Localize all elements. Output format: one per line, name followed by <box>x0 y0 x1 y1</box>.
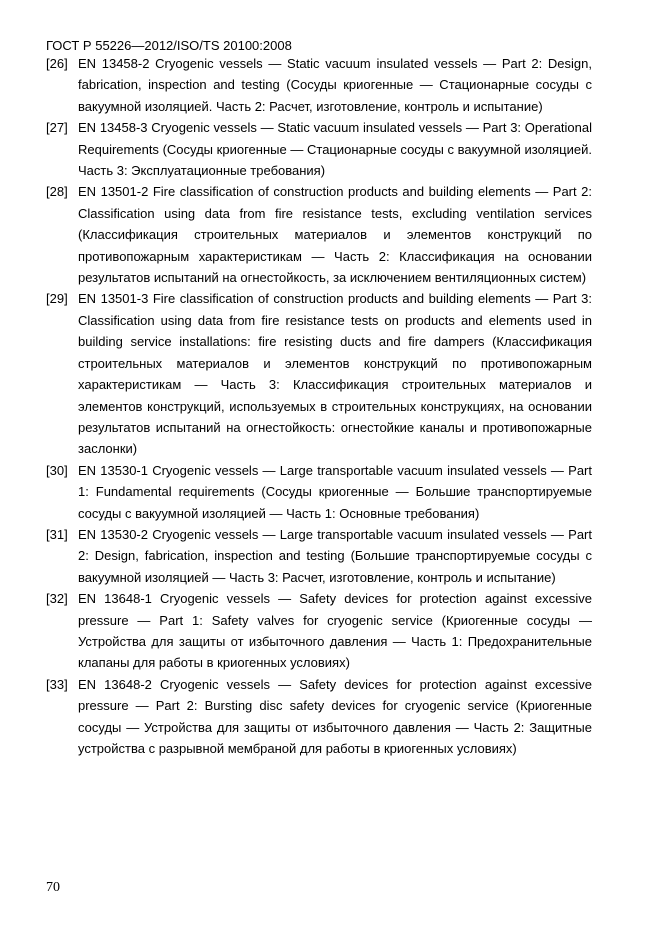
reference-item-32 <box>46 588 592 674</box>
reference-item-30 <box>46 460 592 524</box>
reference-text: EN 13458-3 Cryogenic vessels — Static vacuum insulated vessels — Part 3: Operational Requirements (Сосуды криогенные — Стационарные сосуды с вакуумной изоляцией. Часть 3: Эксплуатационные требования) <box>78 120 592 179</box>
reference-number: [30] <box>46 462 68 478</box>
reference-text: EN 13530-2 Cryogenic vessels — Large transportable vacuum insulated vessels — Part 2: Design, fabrication, inspection and testing (Большие транспортируемые сосуды с вакуумной изоляцией — Часть 3: Расчет, изготовление, контроль и испытание) <box>78 526 592 585</box>
bibliography-list <box>46 53 592 759</box>
reference-number: [33] <box>46 676 68 692</box>
reference-number: [31] <box>46 526 68 542</box>
reference-text: EN 13501-2 Fire classification of construction products and building elements — Part 2: Classification using data from fire resistance tests, excluding ventilation services (Классификация строительных материалов и элементов конструкций по противопожарным характеристикам — Часть 2: Классификация на основании результатов испытаний на огнестойкость, за исключением вентиляционных систем) <box>78 184 592 286</box>
page-number: 70 <box>46 880 60 895</box>
reference-text: EN 13648-2 Cryogenic vessels — Safety devices for protection against excessive pressure — Part 2: Bursting disc safety devices for cryogenic service (Криогенные сосуды — Устройства для защиты от избыточного давления — Часть 2: Защитные устройства с разрывной мембраной для работы в криогенных условиях) <box>78 676 592 756</box>
reference-text: EN 13458-2 Cryogenic vessels — Static vacuum insulated vessels — Part 2: Design, fabrication, inspection and testing (Сосуды криогенные — Стационарные сосуды с вакуумной изоляцией. Часть 2: Расчет, изготовление, контроль и испытание) <box>78 56 592 114</box>
reference-item-31 <box>46 524 592 588</box>
reference-text: EN 13501-3 Fire classification of construction products and building elements — Part 3: Classification using data from fire resistance tests on products and elements used in building service installations: fire resisting ducts and fire dampers (Классификация строительных материалов и элементов конструкций по противопожарным характеристикам — Часть 3: Классификация строительных материалов и элементов конструкций, используемых в строительных конструкциях, на основании результатов испытаний на огнестойкость: огнестойкие каналы и противопожарные заслонки) <box>78 291 592 457</box>
reference-number: [28] <box>46 184 68 200</box>
reference-number: [26] <box>46 56 68 71</box>
reference-item-26 <box>46 53 592 117</box>
reference-item-27 <box>46 117 592 181</box>
reference-number: [32] <box>46 591 68 607</box>
reference-number: [29] <box>46 291 68 307</box>
reference-text: EN 13530-1 Cryogenic vessels — Large transportable vacuum insulated vessels — Part 1: Fundamental requirements (Сосуды криогенные — Большие транспортируемые сосуды с вакуумной изоляцией — Часть 1: Основные требования) <box>78 462 592 521</box>
reference-item-28 <box>46 181 592 288</box>
reference-number: [27] <box>46 120 68 136</box>
reference-text: EN 13648-1 Cryogenic vessels — Safety devices for protection against excessive pressure — Part 1: Safety valves for cryogenic service (Криогенные сосуды — Устройства для защиты от избыточного давления — Часть 1: Предохранительные клапаны для работы в криогенных условиях) <box>78 591 592 671</box>
reference-item-33 <box>46 674 592 760</box>
document-header: ГОСТ Р 55226—2012/ISO/TS 20100:2008 <box>46 38 292 53</box>
reference-item-29 <box>46 288 592 459</box>
